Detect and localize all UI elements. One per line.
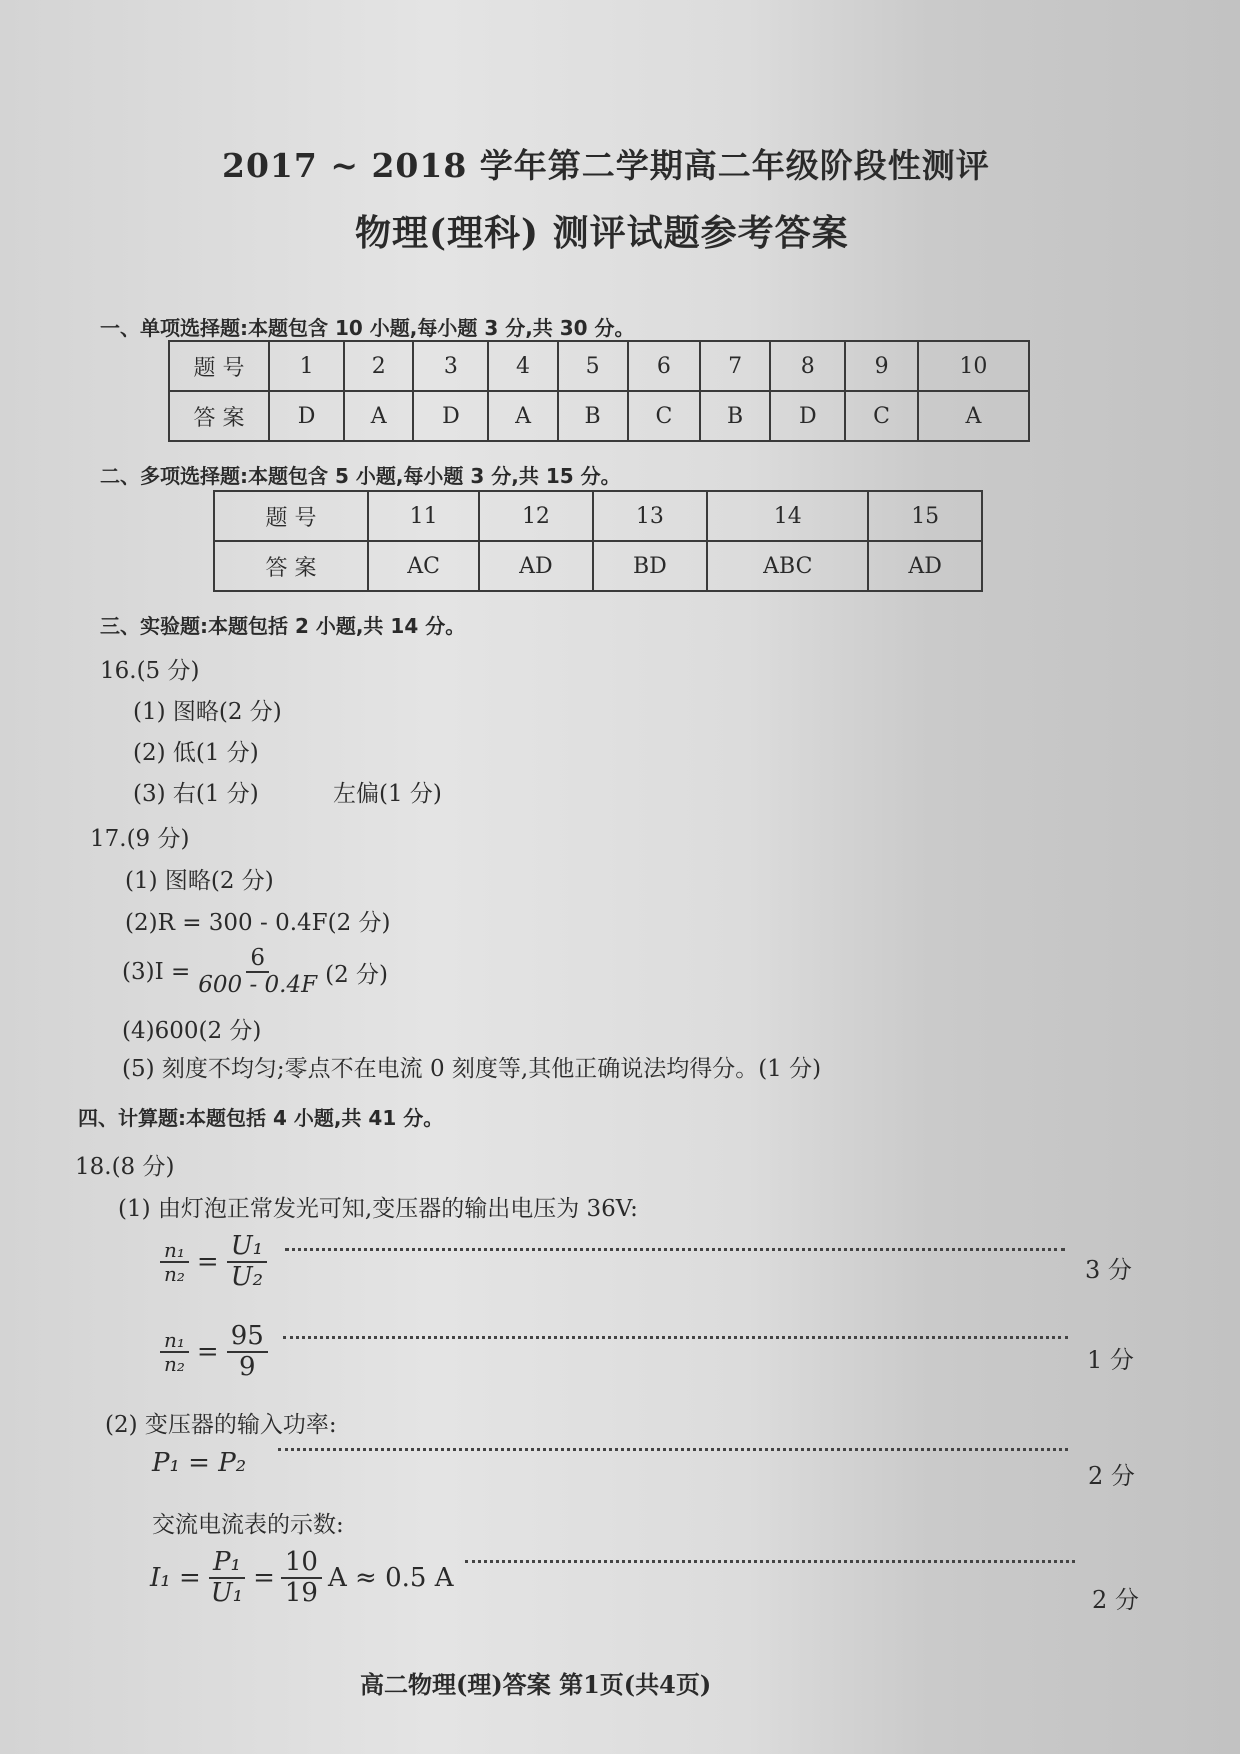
fraction-denominator: 9 — [238, 1351, 256, 1382]
table-cell: AD — [868, 541, 982, 591]
table-cell: 8 — [770, 341, 845, 391]
q17-answer-1: (1) 图略(2 分) — [125, 868, 274, 894]
q18-equation-3: P₁ = P₂ — [152, 1448, 247, 1478]
fraction-denominator: U₁ — [210, 1577, 244, 1608]
section1-table — [168, 340, 1030, 442]
table-cell: C — [845, 391, 917, 441]
q16-answer-3a: (3) 右(1 分) — [133, 781, 259, 807]
table-row-answers — [169, 391, 1029, 441]
table-row-numbers — [169, 341, 1029, 391]
table-cell: 15 — [868, 491, 982, 541]
leader-dots — [283, 1336, 1068, 1339]
section1-heading: 一、单项选择题:本题包含 10 小题,每小题 3 分,共 30 分。 — [100, 316, 635, 340]
table-cell: 11 — [368, 491, 479, 541]
table-cell: A — [344, 391, 413, 441]
equals-sign: = — [196, 1246, 219, 1277]
fraction-numerator: P₁ — [209, 1548, 245, 1579]
fraction-numerator: 10 — [281, 1548, 322, 1579]
q18-equation-1 — [160, 1232, 267, 1291]
q18-part-3-text: 交流电流表的示数: — [152, 1512, 344, 1538]
equals-sign: = — [196, 1336, 219, 1367]
q17-answer-3 — [122, 946, 388, 999]
fraction — [281, 1548, 322, 1607]
table-row-numbers — [214, 491, 982, 541]
table-cell: A — [488, 391, 557, 441]
fraction — [227, 1232, 267, 1291]
table-cell: 2 — [344, 341, 413, 391]
question-18-label: 18.(8 分) — [75, 1154, 175, 1180]
section3-heading: 三、实验题:本题包括 2 小题,共 14 分。 — [100, 614, 466, 638]
table-cell: 3 — [413, 341, 488, 391]
leader-dots — [285, 1248, 1065, 1251]
question-17-label: 17.(9 分) — [90, 826, 190, 852]
fraction-denominator: 19 — [284, 1577, 318, 1608]
leader-dots — [278, 1448, 1068, 1451]
fraction-denominator: n₂ — [164, 1351, 185, 1376]
score-label: 2 分 — [1088, 1462, 1135, 1490]
section2-heading: 二、多项选择题:本题包含 5 小题,每小题 3 分,共 15 分。 — [100, 464, 621, 488]
fraction-numerator: 95 — [227, 1322, 268, 1353]
table-cell: 1 — [269, 341, 344, 391]
score-label: 1 分 — [1087, 1346, 1134, 1374]
table-cell: D — [413, 391, 488, 441]
table-cell: 4 — [488, 341, 557, 391]
q17-a3-suffix: (2 分) — [325, 961, 388, 988]
q18-equation-4 — [150, 1548, 453, 1607]
q18-equation-2 — [160, 1322, 268, 1381]
section2-table — [213, 490, 983, 592]
q18-part-2-text: (2) 变压器的输入功率: — [105, 1412, 337, 1438]
table-cell: 5 — [558, 341, 628, 391]
row-header-answer: 答 案 — [214, 541, 368, 591]
table-cell: 7 — [700, 341, 770, 391]
fraction-numerator: n₁ — [160, 1239, 189, 1263]
table-cell: C — [628, 391, 700, 441]
q16-answer-3b: 左偏(1 分) — [333, 781, 442, 807]
q17-answer-4: (4)600(2 分) — [122, 1018, 262, 1044]
row-header-answer: 答 案 — [169, 391, 269, 441]
leader-dots — [465, 1560, 1075, 1563]
q18-part-1-text: (1) 由灯泡正常发光可知,变压器的输出电压为 36V: — [118, 1196, 638, 1222]
table-cell: AC — [368, 541, 479, 591]
q16-answer-1: (1) 图略(2 分) — [133, 699, 282, 725]
question-16-label: 16.(5 分) — [100, 658, 200, 684]
q16-answer-2: (2) 低(1 分) — [133, 740, 259, 766]
title-line-2: 物理(理科) 测评试题参考答案 — [355, 212, 849, 254]
table-cell: 9 — [845, 341, 917, 391]
table-cell: ABC — [707, 541, 868, 591]
table-cell: B — [700, 391, 770, 441]
q17-answer-2: (2)R = 300 - 0.4F(2 分) — [125, 910, 391, 936]
title-line-1: 2017 ~ 2018 学年第二学期高二年级阶段性测评 — [222, 146, 990, 185]
row-header-number: 题 号 — [169, 341, 269, 391]
page-footer: 高二物理(理)答案 第1页(共4页) — [360, 1670, 712, 1699]
equation-tail: A ≈ 0.5 A — [327, 1562, 454, 1593]
fraction-denominator: n₂ — [164, 1261, 185, 1286]
table-cell: 10 — [918, 341, 1029, 391]
table-cell: AD — [479, 541, 593, 591]
fraction-denominator: U₂ — [230, 1261, 264, 1292]
table-row-answers — [214, 541, 982, 591]
q17-a3-fraction — [194, 946, 321, 999]
q17-answer-5: (5) 刻度不均匀;零点不在电流 0 刻度等,其他正确说法均得分。(1 分) — [122, 1056, 822, 1082]
table-cell: BD — [593, 541, 707, 591]
fraction — [160, 1329, 189, 1375]
table-cell: B — [558, 391, 628, 441]
table-cell: D — [770, 391, 845, 441]
q17-a3-prefix: (3)I = — [122, 959, 191, 986]
table-cell: 6 — [628, 341, 700, 391]
table-cell: 14 — [707, 491, 868, 541]
fraction-numerator: 6 — [246, 946, 269, 973]
table-cell: D — [269, 391, 344, 441]
fraction — [227, 1322, 268, 1381]
equation-lhs: I₁ = — [150, 1562, 201, 1593]
fraction — [160, 1239, 189, 1285]
table-cell: 12 — [479, 491, 593, 541]
score-label: 2 分 — [1092, 1586, 1139, 1614]
fraction-numerator: U₁ — [227, 1232, 267, 1263]
fraction-numerator: n₁ — [160, 1329, 189, 1353]
score-label: 3 分 — [1085, 1256, 1132, 1284]
table-cell: A — [918, 391, 1029, 441]
fraction — [207, 1548, 247, 1607]
table-cell: 13 — [593, 491, 707, 541]
section4-heading: 四、计算题:本题包括 4 小题,共 41 分。 — [78, 1106, 444, 1130]
row-header-number: 题 号 — [214, 491, 368, 541]
equals-sign: = — [253, 1562, 275, 1593]
fraction-denominator: 600 - 0.4F — [198, 972, 318, 999]
